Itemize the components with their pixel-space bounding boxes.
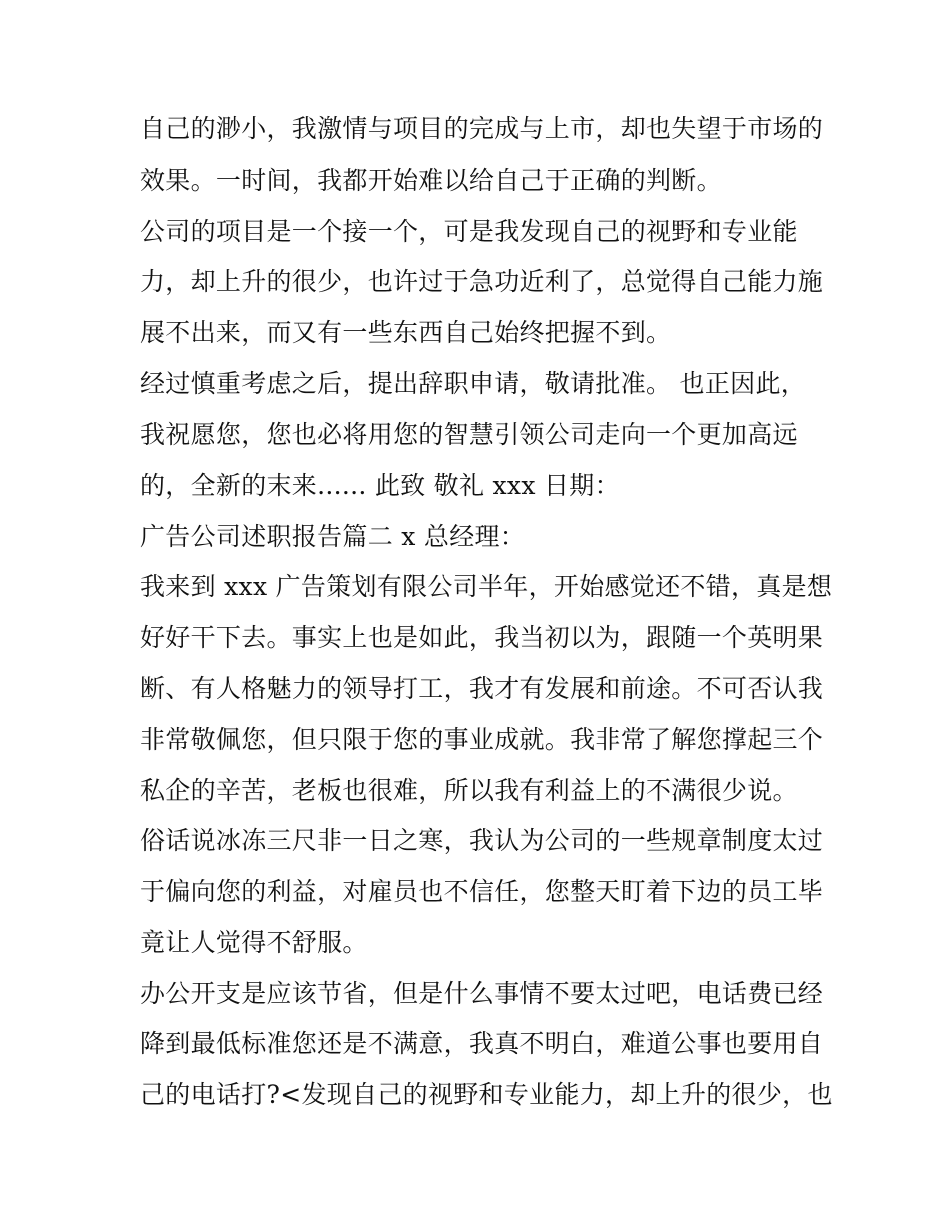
text-line: 力，却上升的很少，也许过于急功近利了，总觉得自己能力施 — [140, 267, 824, 296]
text-line: 私企的辛苦，老板也很难，所以我有利益上的不满很少说。 — [140, 776, 798, 805]
text-line: 俗话说冰冻三尺非一日之寒，我认为公司的一些规章制度太过 — [140, 826, 824, 855]
text-line: 己的电话打?<发现自己的视野和专业能力，却上升的很少，也 — [140, 1080, 833, 1109]
section-heading: 广告公司述职报告篇二 x 总经理： — [140, 522, 526, 551]
text-line: 好好干下去。事实上也是如此，我当初以为，跟随一个英明果 — [140, 623, 824, 652]
text-line: 的，全新的末来...... 此致 敬礼 xxx 日期： — [140, 471, 620, 500]
text-line: 展不出来，而又有一些东西自己始终把握不到。 — [140, 318, 672, 347]
text-line: 非常敬佩您，但只限于您的事业成就。我非常了解您撑起三个 — [140, 725, 824, 754]
text-line: 竟让人觉得不舒服。 — [140, 928, 368, 957]
text-line: 断、有人格魅力的领导打工，我才有发展和前途。不可否认我 — [140, 674, 824, 703]
text-line: 自己的渺小，我激情与项目的完成与上市，却也失望于市场的 — [140, 114, 824, 143]
text-line: 我来到 xxx 广告策划有限公司半年，开始感觉还不错，真是想 — [140, 572, 833, 601]
text-line: 降到最低标准您还是不满意，我真不明白，难道公事也要用自 — [140, 1029, 824, 1058]
text-line: 于偏向您的利益，对雇员也不信任，您整天盯着下边的员工毕 — [140, 877, 824, 906]
text-line: 效果。一时间，我都开始难以给自己于正确的判断。 — [140, 166, 722, 195]
text-line: 我祝愿您，您也必将用您的智慧引领公司走向一个更加高远 — [140, 420, 798, 449]
text-line: 办公开支是应该节省，但是什么事情不要太过吧，电话费已经 — [140, 979, 824, 1008]
text-line: 公司的项目是一个接一个，可是我发现自己的视野和专业能 — [140, 217, 798, 246]
text-line: 经过慎重考虑之后，提出辞职申请，敬请批准。 也正因此， — [140, 369, 807, 398]
